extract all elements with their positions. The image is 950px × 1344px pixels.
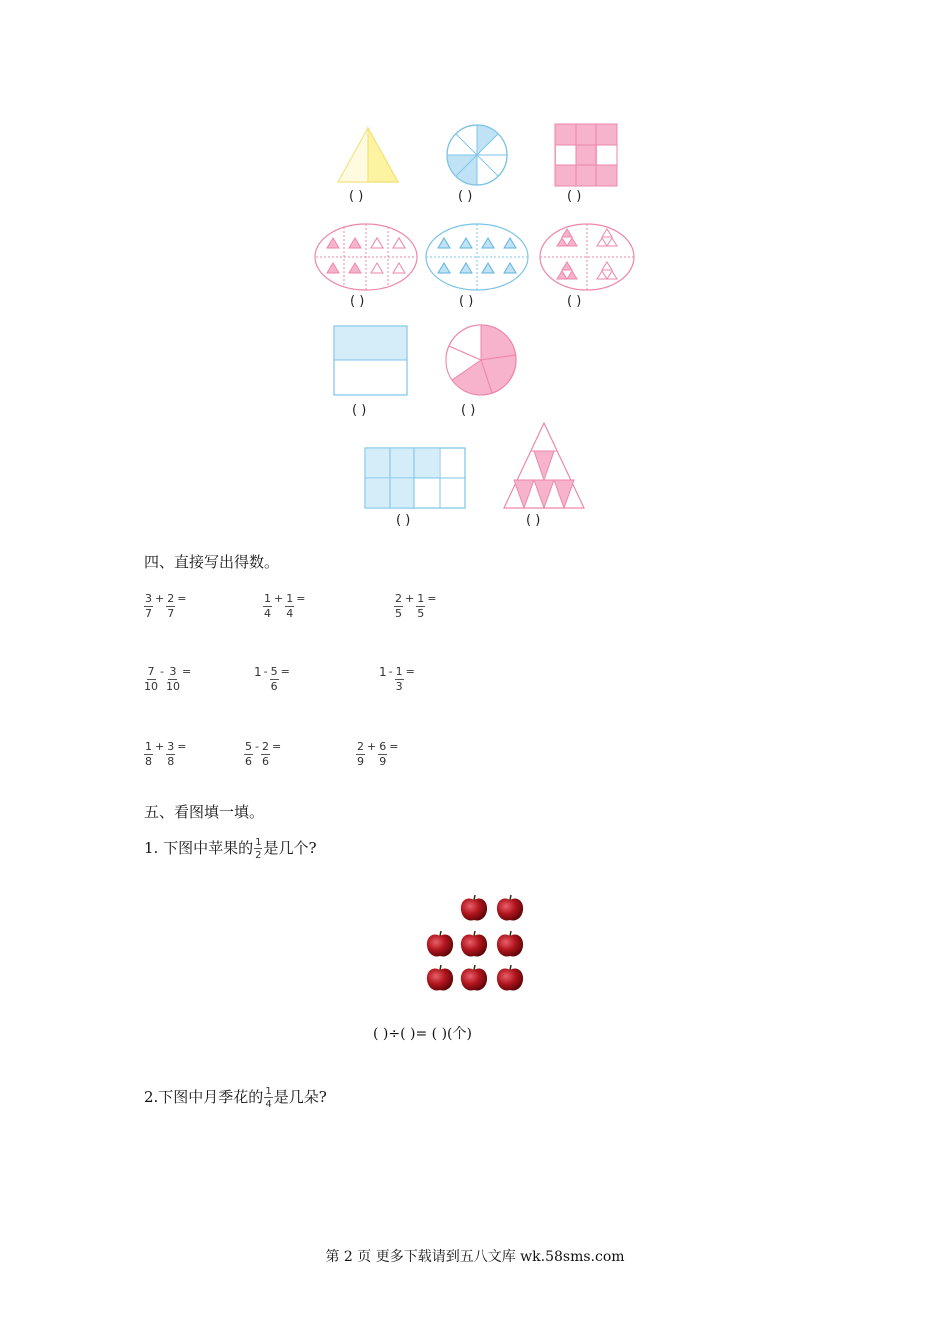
fraction-figures [0, 0, 950, 540]
answer-blank[interactable]: ( ) [567, 294, 582, 309]
pink-grid-figure [555, 124, 617, 186]
apple-icon [497, 895, 523, 921]
fraction-problem: $\frac{3}{7}$ + $\frac{2}{7}$ = [145, 592, 187, 620]
answer-blank[interactable]: ( ) [458, 189, 473, 204]
fraction-problem: $\frac{1}{8}$ + $\frac{3}{8}$ = [145, 740, 187, 768]
answer-blank[interactable]: ( ) [349, 189, 364, 204]
answer-blank[interactable]: ( ) [459, 294, 474, 309]
answer-blank[interactable]: ( ) [526, 513, 541, 528]
pink-triangle-figure [504, 423, 584, 508]
answer-blank[interactable]: ( ) [350, 294, 365, 309]
triangle-figure [338, 128, 398, 182]
apple-icon [497, 965, 523, 991]
pink-pie-figure [446, 325, 516, 395]
question-2: 2.下图中月季花的 $\frac{1}{4}$ 是几朵? [144, 1086, 327, 1110]
apple-icon [461, 931, 487, 957]
apple-icon [497, 931, 523, 957]
apple-icon [427, 965, 453, 991]
fraction-problem: 1 - $\frac{1}{3}$ = [379, 665, 415, 693]
fraction-problem: $\frac{5}{6}$ - $\frac{2}{6}$ = [245, 740, 282, 768]
blue-grid-figure [365, 448, 465, 508]
section-heading: 四、直接写出得数。 [144, 553, 280, 571]
pink-oval-triangles-figure [315, 224, 417, 290]
apple-icon [461, 895, 487, 921]
fraction-problem: $\frac{7}{10}$ - $\frac{3}{10}$ = [144, 665, 192, 693]
answer-blank[interactable]: ( ) [567, 189, 582, 204]
fraction-problem: $\frac{2}{5}$ + $\frac{1}{5}$ = [395, 592, 437, 620]
blue-rectangle-figure [334, 326, 407, 395]
fraction-problem: $\frac{2}{9}$ + $\frac{6}{9}$ = [357, 740, 399, 768]
answer-blank[interactable]: ( ) [396, 513, 411, 528]
circle-eighths-figure [447, 125, 507, 185]
answer-blank[interactable]: ( ) [461, 403, 476, 418]
question-1: 1. 下图中苹果的 $\frac{1}{2}$ 是几个? [144, 837, 317, 861]
apples-image [420, 890, 530, 1000]
blue-oval-triangles-figure [426, 224, 528, 290]
pink-oval-quarters-figure [540, 224, 634, 290]
page-footer: 第 2 页 更多下载请到五八文库 wk.58sms.com [325, 1249, 625, 1265]
apple-equation[interactable]: ( )÷( )= ( )(个) [373, 1026, 472, 1042]
apple-icon [461, 965, 487, 991]
section-heading: 五、看图填一填。 [144, 803, 265, 821]
fraction-one-half: $\frac{1}{2}$ [255, 837, 262, 861]
fraction-one-quarter: $\frac{1}{4}$ [265, 1086, 272, 1110]
apple-icon [427, 931, 453, 957]
fraction-problem: 1 - $\frac{5}{6}$ = [254, 665, 290, 693]
answer-blank[interactable]: ( ) [352, 403, 367, 418]
fraction-problem: $\frac{1}{4}$ + $\frac{1}{4}$ = [264, 592, 306, 620]
